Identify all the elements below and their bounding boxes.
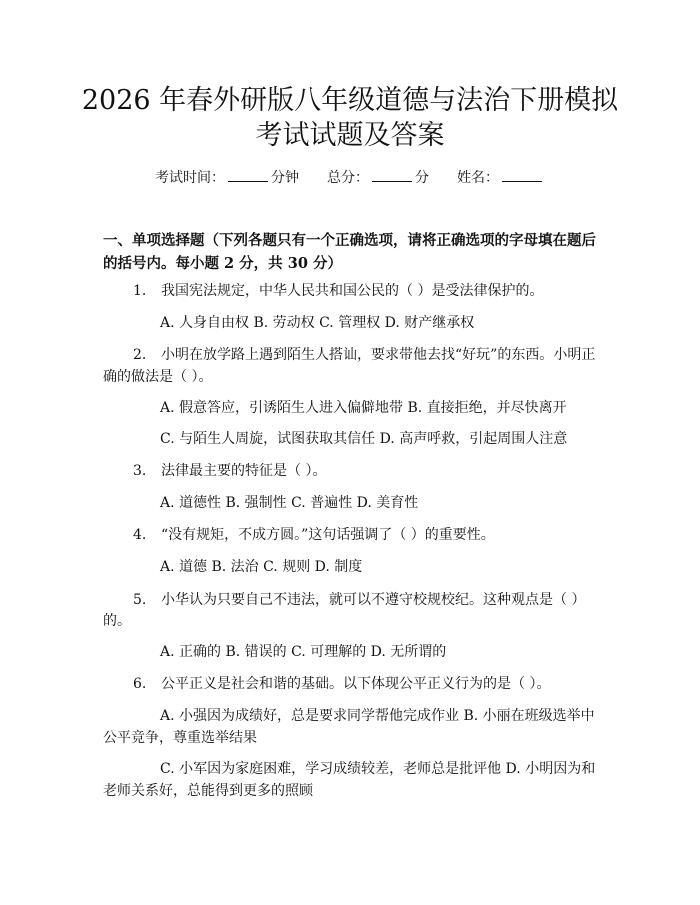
question-6-options-line1: A. 小强因为成绩好，总是要求同学帮他完成作业 B. 小丽在班级选举中 [160,708,595,724]
exam-time-blank [228,169,268,182]
question-6-options-line4: 老师关系好，总能得到更多的照顾 [103,783,313,799]
question-1-options: A. 人身自由权 B. 劳动权 C. 管理权 D. 财产继承权 [160,315,475,331]
question-number: 3. [133,463,147,479]
total-score-label: 总分： [327,170,369,186]
question-1-stem [133,282,543,300]
question-6-stem [133,675,550,693]
question-4-options: A. 道德 B. 法治 C. 规则 D. 制度 [160,559,363,575]
question-4-stem [133,526,495,544]
exam-time-unit: 分钟 [271,170,299,186]
question-stem-text: 小华认为只要自己不违法，就可以不遵守校规校纪。这种观点是（ ） [161,592,586,608]
exam-time-label: 考试时间： [155,170,225,186]
question-number: 2. [133,347,147,363]
total-score-blank [372,169,412,182]
student-name-blank [502,169,542,182]
question-stem-text: 小明在放学路上遇到陌生人搭讪，要求带他去找“好玩”的东西。小明正 [161,347,596,363]
section-heading: 一、单项选择题（下列各题只有一个正确选项，请将正确选项的字母填在题后的括号内。每小题 2 分，共 30 分） [103,232,596,272]
question-6-options-line3: C. 小军因为家庭困难，学习成绩较差，老师总是批评他 D. 小明因为和 [160,761,596,777]
question-2-stem [133,346,595,364]
exam-meta-row [0,169,700,187]
question-3-stem [133,462,326,480]
question-2-options-line2: C. 与陌生人周旋，试图获取其信任 D. 高声呼救，引起周围人注意 [160,431,568,447]
question-2-options-line1: A. 假意答应，引诱陌生人进入偏僻地带 B. 直接拒绝，并尽快离开 [160,400,567,416]
question-stem-text: 法律最主要的特征是（ ）。 [161,463,327,479]
question-stem-text: 公平正义是社会和谐的基础。以下体现公平正义行为的是（ ）。 [161,676,551,692]
question-number: 1. [133,283,147,299]
question-number: 5. [133,592,147,608]
question-5-options: A. 正确的 B. 错误的 C. 可理解的 D. 无所谓的 [160,644,447,660]
question-number: 6. [133,676,147,692]
question-number: 4. [133,527,147,543]
question-6-options-line2: 公平竞争，尊重选举结果 [103,730,257,746]
question-2-stem-continued: 确的做法是（ ）。 [103,369,213,385]
question-stem-text: 我国宪法规定，中华人民共和国公民的（ ）是受法律保护的。 [161,283,544,299]
question-5-stem-continued: 的。 [103,613,131,629]
document-title-line1: 2026 年春外研版八年级道德与法治下册模拟 [81,85,619,116]
total-score-unit: 分 [415,170,429,186]
document-title-line2: 考试试题及答案 [255,120,445,151]
question-5-stem [133,591,585,609]
question-stem-text: “没有规矩，不成方圆。”这句话强调了（ ）的重要性。 [161,527,495,543]
student-name-label: 姓名： [457,170,499,186]
question-3-options: A. 道德性 B. 强制性 C. 普遍性 D. 美育性 [160,495,419,511]
